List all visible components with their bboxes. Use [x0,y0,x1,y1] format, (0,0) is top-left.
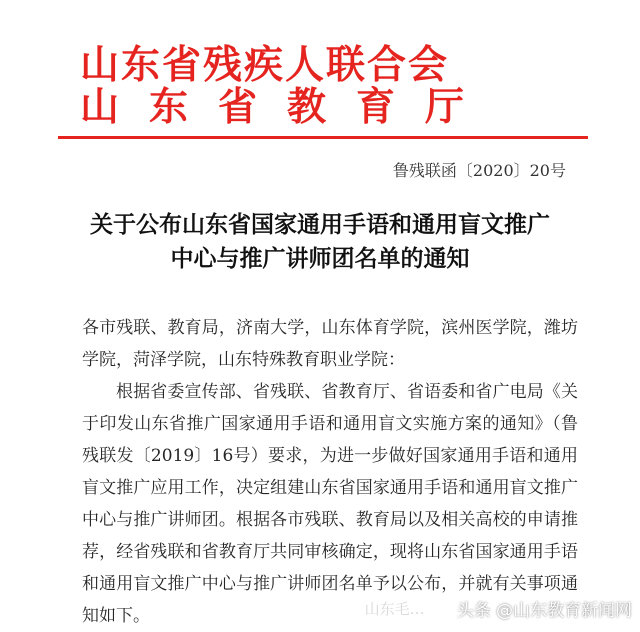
title-line-1: 关于公布山东省国家通用手语和通用盲文推广 [90,211,550,238]
issuer-line-1: 山东省残疾人联合会 [80,42,450,88]
red-header-rule [58,136,588,139]
wechat-icon [431,599,451,617]
document-title [60,208,580,276]
watermark-text: 头条 @山东教育新闻网 [456,600,632,621]
issuer-line-2: 山东省教育厅 [80,84,495,130]
issuer-header [80,44,580,128]
body-paragraph: 根据省委宣传部、省残联、省教育厅、省语委和省广电局《关于印发山东省推广国家通用手语和通用盲文实施方案的通知》（鲁残联发〔2019〕16号）要求，为进一步做好国家通用手语和通用盲文推广应用工作，决定组建山东省国家通用手语和通用盲文推广中心与推广讲师团。根据各市残联、教育局以及相关高校的申请推荐，经省残联和省教育厅共同审核确定，现将山东省国家通用手语和通用盲文推广中心与推广讲师团名单予以公布，并就有关事项通知如下。 [82,382,578,626]
document-body [82,312,578,632]
addressees: 各市残联、教育局，济南大学，山东体育学院，滨州医学院，潍坊学院，菏泽学院，山东特殊教育职业学院： [82,318,578,370]
title-line-2: 中心与推广讲师团名单的通知 [170,245,470,272]
document-number: 鲁残联函〔2020〕20号 [392,161,566,180]
watermark-faint-text: 山东毛… [364,599,425,618]
watermark [365,596,632,620]
